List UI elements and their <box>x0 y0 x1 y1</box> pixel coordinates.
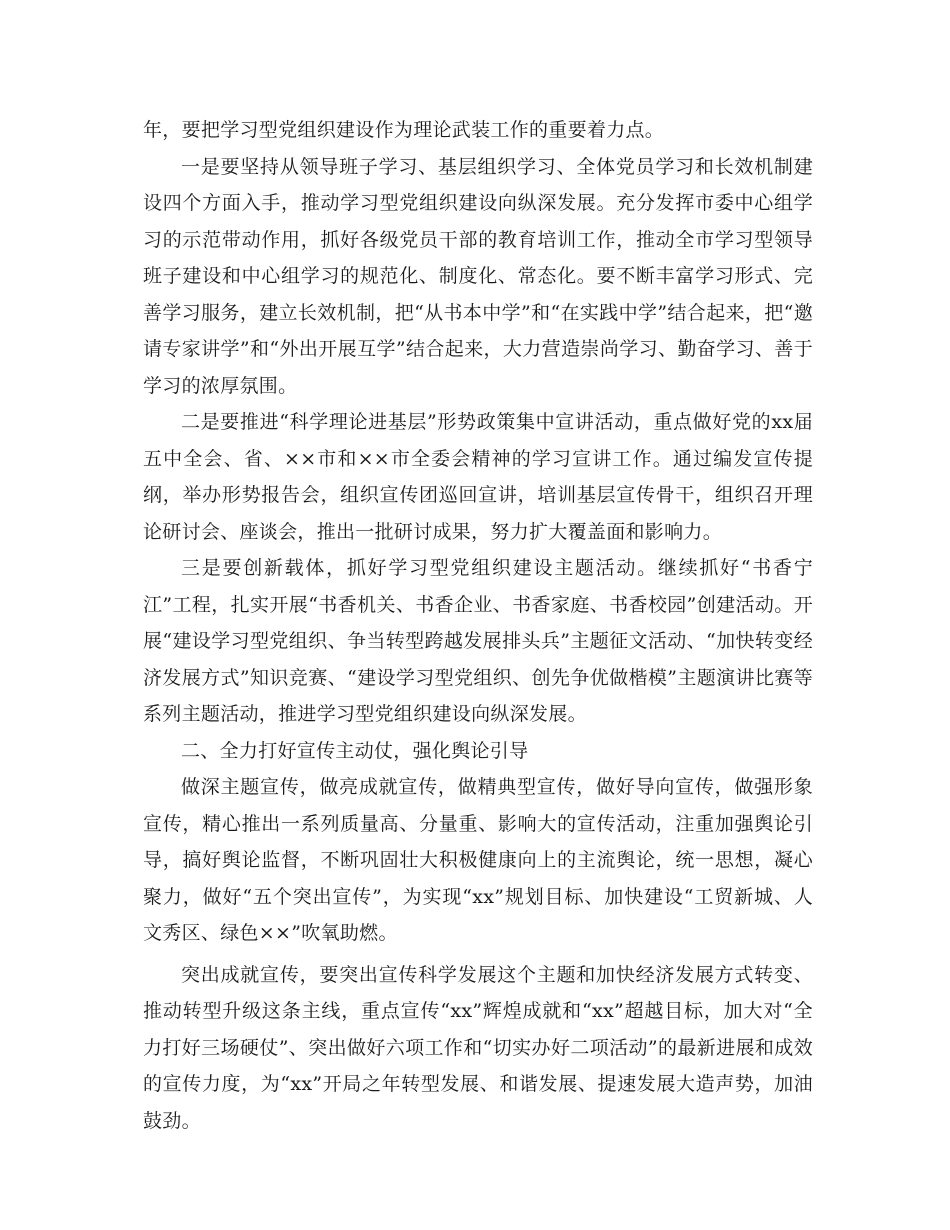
paragraph-achievement-publicity: 突出成就宣传，要突出宣传科学发展这个主题和加快经济发展方式转变、推动转型升级这条主线，重点宣传“xx”辉煌成就和“xx”超越目标，加大对“全力打好三场硬仗”、突出做好六项工作和“切实办好二项活动”的最新进展和成效的宣传力度，为“xx”开局之年转型发展、和谐发展、提速发展大造声势，加油鼓劲。 <box>143 963 813 1132</box>
paragraph-point-one: 一是要坚持从领导班子学习、基层组织学习、全体党员学习和长效机制建设四个方面入手，推动学习型党组织建设向纵深发展。充分发挥市委中心组学习的示范带动作用，抓好各级党员干部的教育培训工作，推动全市学习型领导班子建设和中心组学习的规范化、制度化、常态化。要不断丰富学习形式、完善学习服务，建立长效机制，把“从书本中学”和“在实践中学”结合起来，把“邀请专家讲学”和“外出开展互学”结合起来，大力营造崇尚学习、勤奋学习、善于学习的浓厚氛围。 <box>143 155 813 397</box>
paragraph-theme-publicity: 做深主题宣传，做亮成就宣传，做精典型宣传，做好导向宣传，做强形象宣传，精心推出一系列质量高、分量重、影响大的宣传活动，注重加强舆论引导，搞好舆论监督，不断巩固壮大积极健康向上的主流舆论，统一思想，凝心聚力，做好“五个突出宣传”，为实现“xx”规划目标、加快建设“工贸新城、人文秀区、绿色××”吹氧助燃。 <box>143 776 813 944</box>
paragraph-point-two: 二是要推进“科学理论进基层”形势政策集中宣讲活动，重点做好党的xx届五中全会、省、××市和××市全委会精神的学习宣讲工作。通过编发宣传提纲，举办形势报告会，组织宣传团巡回宣讲，培训基层宣传骨干，组织召开理论研讨会、座谈会，推出一批研讨成果，努力扩大覆盖面和影响力。 <box>143 411 813 543</box>
document-body <box>143 112 813 1139</box>
section-heading-two: 二、全力打好宣传主动仗，强化舆论引导 <box>181 739 529 762</box>
paragraph-continuation: 年，要把学习型党组织建设作为理论武装工作的重要着力点。 <box>143 119 665 141</box>
paragraph-point-three: 三是要创新载体，抓好学习型党组织建设主题活动。继续抓好“书香宁江”工程，扎实开展“书香机关、书香企业、书香家庭、书香校园”创建活动。开展“建设学习型党组织、争当转型跨越发展排头兵”主题征文活动、“加快转变经济发展方式”知识竞赛、“建设学习型党组织、创先争优做楷模”主题演讲比赛等系列主题活动，推进学习型党组织建设向纵深发展。 <box>143 557 813 725</box>
